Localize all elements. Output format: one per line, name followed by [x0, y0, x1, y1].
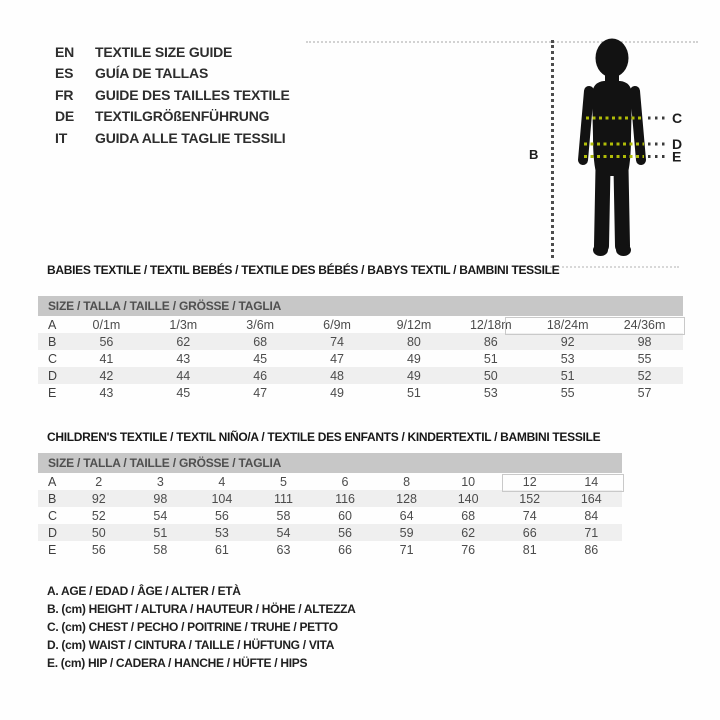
row-cells [68, 509, 622, 523]
height-measure-line [551, 40, 554, 258]
language-title: TEXTILE SIZE GUIDE [95, 43, 233, 60]
table-cell: 55 [637, 351, 652, 366]
row-label: A [48, 474, 57, 489]
table-row [38, 333, 683, 350]
legend-line: D. (cm) WAIST / CINTURA / TAILLE / HÜFTUNG / VITA [47, 638, 335, 652]
row-label: E [48, 542, 57, 557]
table-cell: 53 [560, 351, 575, 366]
table-cell: 51 [406, 385, 421, 400]
table-cell: 92 [560, 334, 575, 349]
table-cell: 98 [637, 334, 652, 349]
table-cell: 92 [91, 491, 106, 506]
table-cell: 116 [335, 491, 355, 506]
table-cell: 68 [253, 334, 268, 349]
table-cell: 81 [522, 542, 537, 557]
table-row [38, 507, 622, 524]
child-silhouette-figure [562, 36, 712, 262]
table-cell: 51 [153, 525, 168, 540]
language-code: FR [55, 86, 74, 103]
table-cell: 86 [483, 334, 498, 349]
table-cell: 51 [560, 368, 575, 383]
table-cell: 63 [276, 542, 291, 557]
table-cell: 62 [176, 334, 191, 349]
row-cells [68, 335, 683, 349]
row-cells [68, 543, 622, 557]
children-size-table [38, 453, 622, 558]
table-cell: 3/6m [246, 317, 275, 332]
babies-section-title: BABIES TEXTILE / TEXTIL BEBÉS / TEXTILE DES BÉBÉS / BABYS TEXTIL / BAMBINI TESSILE [47, 263, 560, 277]
table-cell: 71 [584, 525, 599, 540]
table-row [38, 541, 622, 558]
table-cell: 54 [153, 508, 168, 523]
language-title: TEXTILGRÖßENFÜHRUNG [95, 108, 270, 125]
table-cell: 44 [176, 368, 191, 383]
table-row [38, 350, 683, 367]
legend-line: C. (cm) CHEST / PECHO / POITRINE / TRUHE / PETTO [47, 620, 338, 634]
table-cell: 46 [253, 368, 268, 383]
children-size-header-bar: SIZE / TALLA / TAILLE / GRÖSSE / TAGLIA [38, 453, 622, 473]
table-cell: 55 [560, 385, 575, 400]
table-cell: 43 [99, 385, 114, 400]
table-cell: 18/24m [546, 317, 589, 332]
table-cell: 59 [399, 525, 414, 540]
table-cell: 10 [461, 474, 476, 489]
chest-measure-label: C [672, 110, 683, 126]
table-cell: 104 [211, 491, 233, 506]
table-cell: 6/9m [323, 317, 351, 332]
language-title: GUÍA DE TALLAS [95, 65, 209, 82]
table-cell: 66 [338, 542, 352, 557]
table-cell: 12/18m [469, 317, 512, 332]
table-cell: 56 [338, 525, 352, 540]
table-cell: 140 [457, 491, 479, 506]
row-cells [68, 386, 683, 400]
row-cells [68, 352, 683, 366]
table-cell: 76 [461, 542, 476, 557]
language-title: GUIDE DES TAILLES TEXTILE [95, 86, 290, 103]
table-cell: 0/1m [92, 317, 121, 332]
table-cell: 53 [483, 385, 498, 400]
babies-size-header-bar: SIZE / TALLA / TAILLE / GRÖSSE / TAGLIA [38, 296, 683, 316]
table-cell: 48 [330, 368, 345, 383]
table-cell: 86 [584, 542, 599, 557]
table-cell: 84 [584, 508, 599, 523]
table-cell: 62 [461, 525, 476, 540]
row-cells [68, 369, 683, 383]
table-cell: 74 [522, 508, 537, 523]
table-cell: 56 [99, 334, 114, 349]
table-cell: 5 [279, 474, 287, 489]
table-cell: 41 [99, 351, 114, 366]
row-label: D [48, 368, 58, 383]
table-cell: 49 [330, 385, 345, 400]
table-cell: 64 [399, 508, 414, 523]
language-row [55, 127, 290, 149]
table-cell: 50 [483, 368, 498, 383]
table-cell: 57 [637, 385, 652, 400]
table-cell: 53 [214, 525, 229, 540]
children-section-title: CHILDREN'S TEXTILE / TEXTIL NIÑO/A / TEXTILE DES ENFANTS / KINDERTEXTIL / BAMBINI TESSILE [47, 430, 601, 444]
table-row [38, 524, 622, 541]
table-cell: 74 [330, 334, 345, 349]
table-cell: 68 [461, 508, 476, 523]
babies-highlight-box [505, 317, 685, 335]
language-code: DE [55, 108, 75, 125]
table-cell: 58 [153, 542, 168, 557]
table-cell: 52 [637, 368, 652, 383]
table-cell: 66 [522, 525, 537, 540]
table-cell: 49 [406, 368, 421, 383]
language-row [55, 63, 290, 85]
table-cell: 4 [218, 474, 226, 489]
row-label: D [48, 525, 58, 540]
table-cell: 2 [95, 474, 103, 489]
table-cell: 164 [580, 491, 602, 506]
table-cell: 43 [176, 351, 191, 366]
row-cells [68, 492, 622, 506]
children-highlight-box [502, 474, 624, 492]
table-cell: 61 [214, 542, 229, 557]
table-cell: 8 [403, 474, 411, 489]
language-row [55, 106, 290, 128]
child-silhouette [583, 39, 641, 257]
row-label: E [48, 385, 57, 400]
legend-line: B. (cm) HEIGHT / ALTURA / HAUTEUR / HÖHE / ALTEZZA [47, 602, 356, 616]
table-cell: 1/3m [169, 317, 198, 332]
table-cell: 54 [276, 525, 291, 540]
table-cell: 56 [91, 542, 106, 557]
language-row [55, 84, 290, 106]
table-row [38, 367, 683, 384]
row-label: B [48, 491, 57, 506]
table-cell: 45 [176, 385, 191, 400]
table-cell: 47 [330, 351, 345, 366]
babies-size-table [38, 296, 683, 401]
table-cell: 42 [99, 368, 114, 383]
table-cell: 152 [519, 491, 541, 506]
table-cell: 9/12m [396, 317, 432, 332]
table-cell: 56 [214, 508, 229, 523]
row-label: C [48, 508, 58, 523]
table-cell: 24/36m [623, 317, 666, 332]
row-label: A [48, 317, 57, 332]
table-cell: 98 [153, 491, 168, 506]
language-code: IT [55, 129, 68, 146]
legend-line: A. AGE / EDAD / ÂGE / ALTER / ETÀ [47, 584, 241, 598]
table-cell: 14 [584, 474, 599, 489]
row-label: C [48, 351, 58, 366]
legend-line: E. (cm) HIP / CADERA / HANCHE / HÜFTE / HIPS [47, 656, 308, 670]
table-cell: 58 [276, 508, 291, 523]
language-title: GUIDA ALLE TAGLIE TESSILI [95, 129, 286, 146]
table-cell: 111 [273, 491, 293, 506]
table-cell: 45 [253, 351, 268, 366]
table-row [38, 490, 622, 507]
waist-measure-label: D [672, 136, 683, 152]
hip-measure-label: E [672, 148, 682, 165]
table-cell: 49 [406, 351, 421, 366]
table-row [38, 384, 683, 401]
table-cell: 50 [91, 525, 106, 540]
language-row [55, 41, 290, 63]
table-cell: 51 [483, 351, 498, 366]
language-title-list [55, 41, 290, 149]
table-cell: 47 [253, 385, 268, 400]
table-cell: 128 [396, 491, 418, 506]
language-code: EN [55, 43, 75, 60]
language-code: ES [55, 65, 74, 82]
row-cells [68, 526, 622, 540]
table-cell: 3 [156, 474, 164, 489]
table-cell: 60 [338, 508, 352, 523]
row-label: B [48, 334, 57, 349]
table-cell: 71 [399, 542, 414, 557]
height-measure-label: B [529, 147, 539, 162]
table-cell: 52 [91, 508, 106, 523]
table-cell: 6 [341, 474, 349, 489]
table-cell: 12 [522, 474, 537, 489]
measurement-legend [47, 584, 356, 674]
table-cell: 80 [406, 334, 421, 349]
